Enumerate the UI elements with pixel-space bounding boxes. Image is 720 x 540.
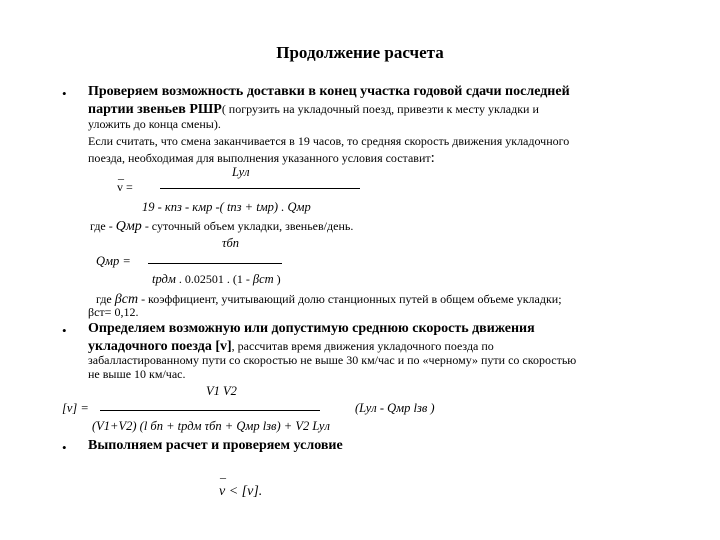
where2-text: - коэффициент, учитывающий долю станционных путей в общем объеме укладки; [138, 292, 562, 306]
formula3-denominator: (V1+V2) (l бп + tрдм τбп + Qмр lзв) + V2 Lyл [92, 419, 330, 433]
formula3-right: (Lyл - Qмр lзв ) [355, 401, 435, 415]
where2-line [96, 290, 562, 308]
final-bar: _ [220, 466, 226, 480]
where2-symbol: βст [114, 292, 139, 307]
bullet-marker: • [62, 86, 67, 101]
bullet-marker: • [62, 440, 67, 455]
formula2-denom-b: . 0.02501 . (1 - [175, 272, 253, 286]
formula2-denom-a: tрдм [152, 272, 176, 286]
formula1-denominator: 19 - кпз - кмр -( tпз + tмр) . Qмр [142, 200, 311, 214]
block1-line3: уложить до конца смены). [88, 117, 221, 131]
formula2-lhs: Qмр = [96, 254, 131, 268]
block1-line4: Если считать, что смена заканчивается в 19 часов, то средняя скорость движения укладочного [88, 134, 570, 148]
formula3-fraction-line [100, 410, 320, 411]
block1-line2-rest: ( погрузить на укладочный поезд, привезти к месту укладки и [221, 102, 539, 116]
block2-line1: Определяем возможную или допустимую среднюю скорость движения [88, 321, 535, 336]
block1-line5a: поезда, необходимая для выполнения указанного условия составит [88, 151, 431, 165]
formula3-numerator: V1 V2 [206, 384, 237, 398]
block1-line1: Проверяем возможность доставки в конец участка годовой сдачи последней [88, 84, 570, 99]
bullet-marker: • [62, 323, 67, 338]
where2-prefix: где [96, 292, 115, 306]
formula2-denom-d: ) [273, 272, 281, 286]
block1-line5b: : [430, 150, 435, 166]
where2-line2: βст= 0,12. [88, 305, 139, 319]
where1-line [90, 217, 353, 235]
block3-line1: Выполняем расчет и проверяем условие [88, 438, 343, 453]
block2-line4: не выше 10 км/час. [88, 367, 186, 381]
formula1-numerator: Lyл [232, 165, 250, 179]
formula1-fraction-line [160, 188, 360, 189]
block1-line2 [88, 100, 539, 118]
formula2-fraction-line [148, 263, 282, 264]
block2-line2-bold: укладочного поезда [v] [88, 339, 232, 354]
block1-line5 [88, 149, 435, 167]
formula2-denom-c: βст [252, 272, 274, 286]
where1-text: - суточный объем укладки, звеньев/день. [141, 219, 354, 233]
block1-line2-bold: партии звеньев РШР [88, 102, 222, 117]
block2-line3: забалластированному пути со скоростью не выше 30 км/час и по «черному» пути со скоростью [88, 353, 577, 367]
where1-symbol: Qмр [115, 219, 142, 234]
where1-prefix: где - [90, 219, 116, 233]
page-title: Продолжение расчета [276, 43, 444, 62]
final-expression: v < [v]. [219, 484, 263, 499]
formula1-bar: _ [118, 167, 124, 181]
formula3-lhs: [v] = [62, 401, 89, 415]
formula1-lhs: v = [117, 180, 133, 194]
formula2-numerator: τбп [222, 236, 240, 250]
block2-line2-rest: , рассчитав время движения укладочного поезда по [231, 339, 494, 353]
formula2-denominator [152, 270, 281, 288]
